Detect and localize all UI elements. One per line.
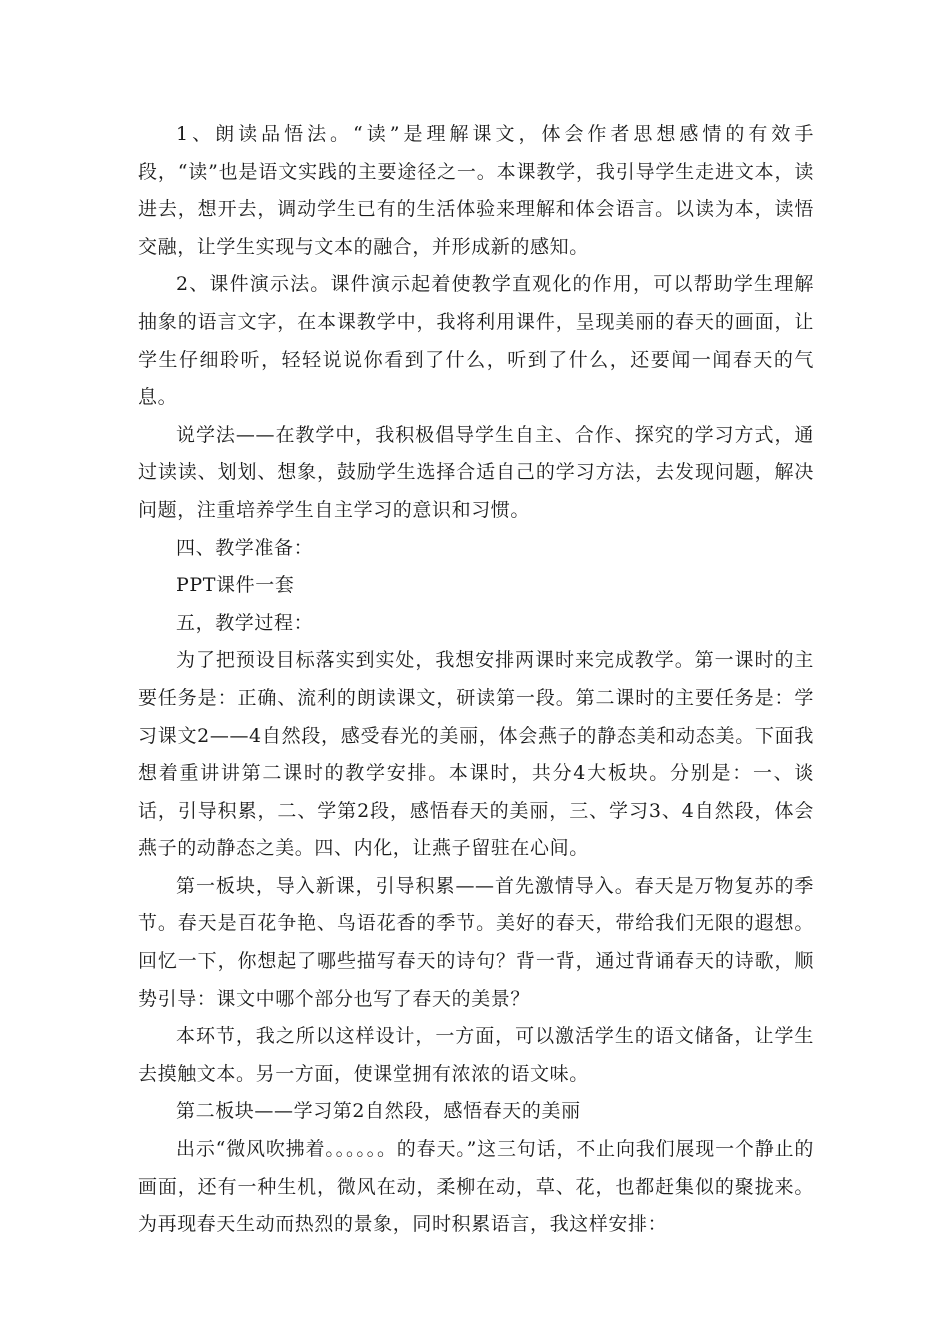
paragraph-ppt: PPT课件一套 <box>176 574 295 597</box>
paragraph-block-one-reason: 本环节，我之所以这样设计，一方面，可以激活学生的语文储备，让学生去摸触文本。另一方面，使课堂拥有浓浓的语文味。 <box>138 1025 814 1085</box>
paragraph-block-two-heading: 第二板块——学习第2自然段，感悟春天的美丽 <box>176 1100 581 1123</box>
section-heading-process: 五，教学过程： <box>176 611 314 634</box>
paragraph-block-two: 出示“微风吹拂着。。。。。。的春天。”这三句话，不止向我们展现一个静止的画面，还有一种生机，微风在动，柔柳在动，草、花，也都赶集似的聚拢来。为再现春天生动而热烈的景象，同时积累语言，我这样安排： <box>138 1138 814 1236</box>
paragraph-learning-method: 说学法——在教学中，我积极倡导学生自主、合作、探究的学习方式，通过读读、划划、想象，鼓励学生选择合适自己的学习方法，去发现问题，解决问题，注重培养学生自主学习的意识和习惯。 <box>138 423 814 521</box>
section-heading-preparation: 四、教学准备： <box>176 536 314 559</box>
document-body <box>138 116 814 1244</box>
paragraph-method-courseware: 2、课件演示法。课件演示起着使教学直观化的作用，可以帮助学生理解抽象的语言文字，在本课教学中，我将利用课件，呈现美丽的春天的画面，让学生仔细聆听，轻轻说说你看到了什么，听到了什么，还要闻一闻春天的气息。 <box>138 273 814 409</box>
paragraph-process-overview: 为了把预设目标落实到实处，我想安排两课时来完成教学。第一课时的主要任务是：正确、流利的朗读课文，研读第一段。第二课时的主要任务是：学习课文2——4自然段，感受春光的美丽，体会燕子的静态美和动态美。下面我想着重讲讲第二课时的教学安排。本课时，共分4大板块。分别是：一、谈话，引导积累，二、学第2段，感悟春天的美丽，三、学习3、4自然段，体会燕子的动静态之美。四、内化，让燕子留驻在心间。 <box>138 649 814 860</box>
paragraph-method-reading: 1、朗读品悟法。“读”是理解课文，体会作者思想感情的有效手段，“读”也是语文实践的主要途径之一。本课教学，我引导学生走进文本，读进去，想开去，调动学生已有的生活体验来理解和体会语言。以读为本，读悟交融，让学生实现与文本的融合，并形成新的感知。 <box>138 123 814 258</box>
paragraph-block-one: 第一板块，导入新课，引导积累——首先激情导入。春天是万物复苏的季节。春天是百花争艳、鸟语花香的季节。美好的春天，带给我们无限的遐想。回忆一下，你想起了哪些描写春天的诗句？背一背，通过背诵春天的诗歌，顺势引导：课文中哪个部分也写了春天的美景？ <box>138 874 814 1010</box>
